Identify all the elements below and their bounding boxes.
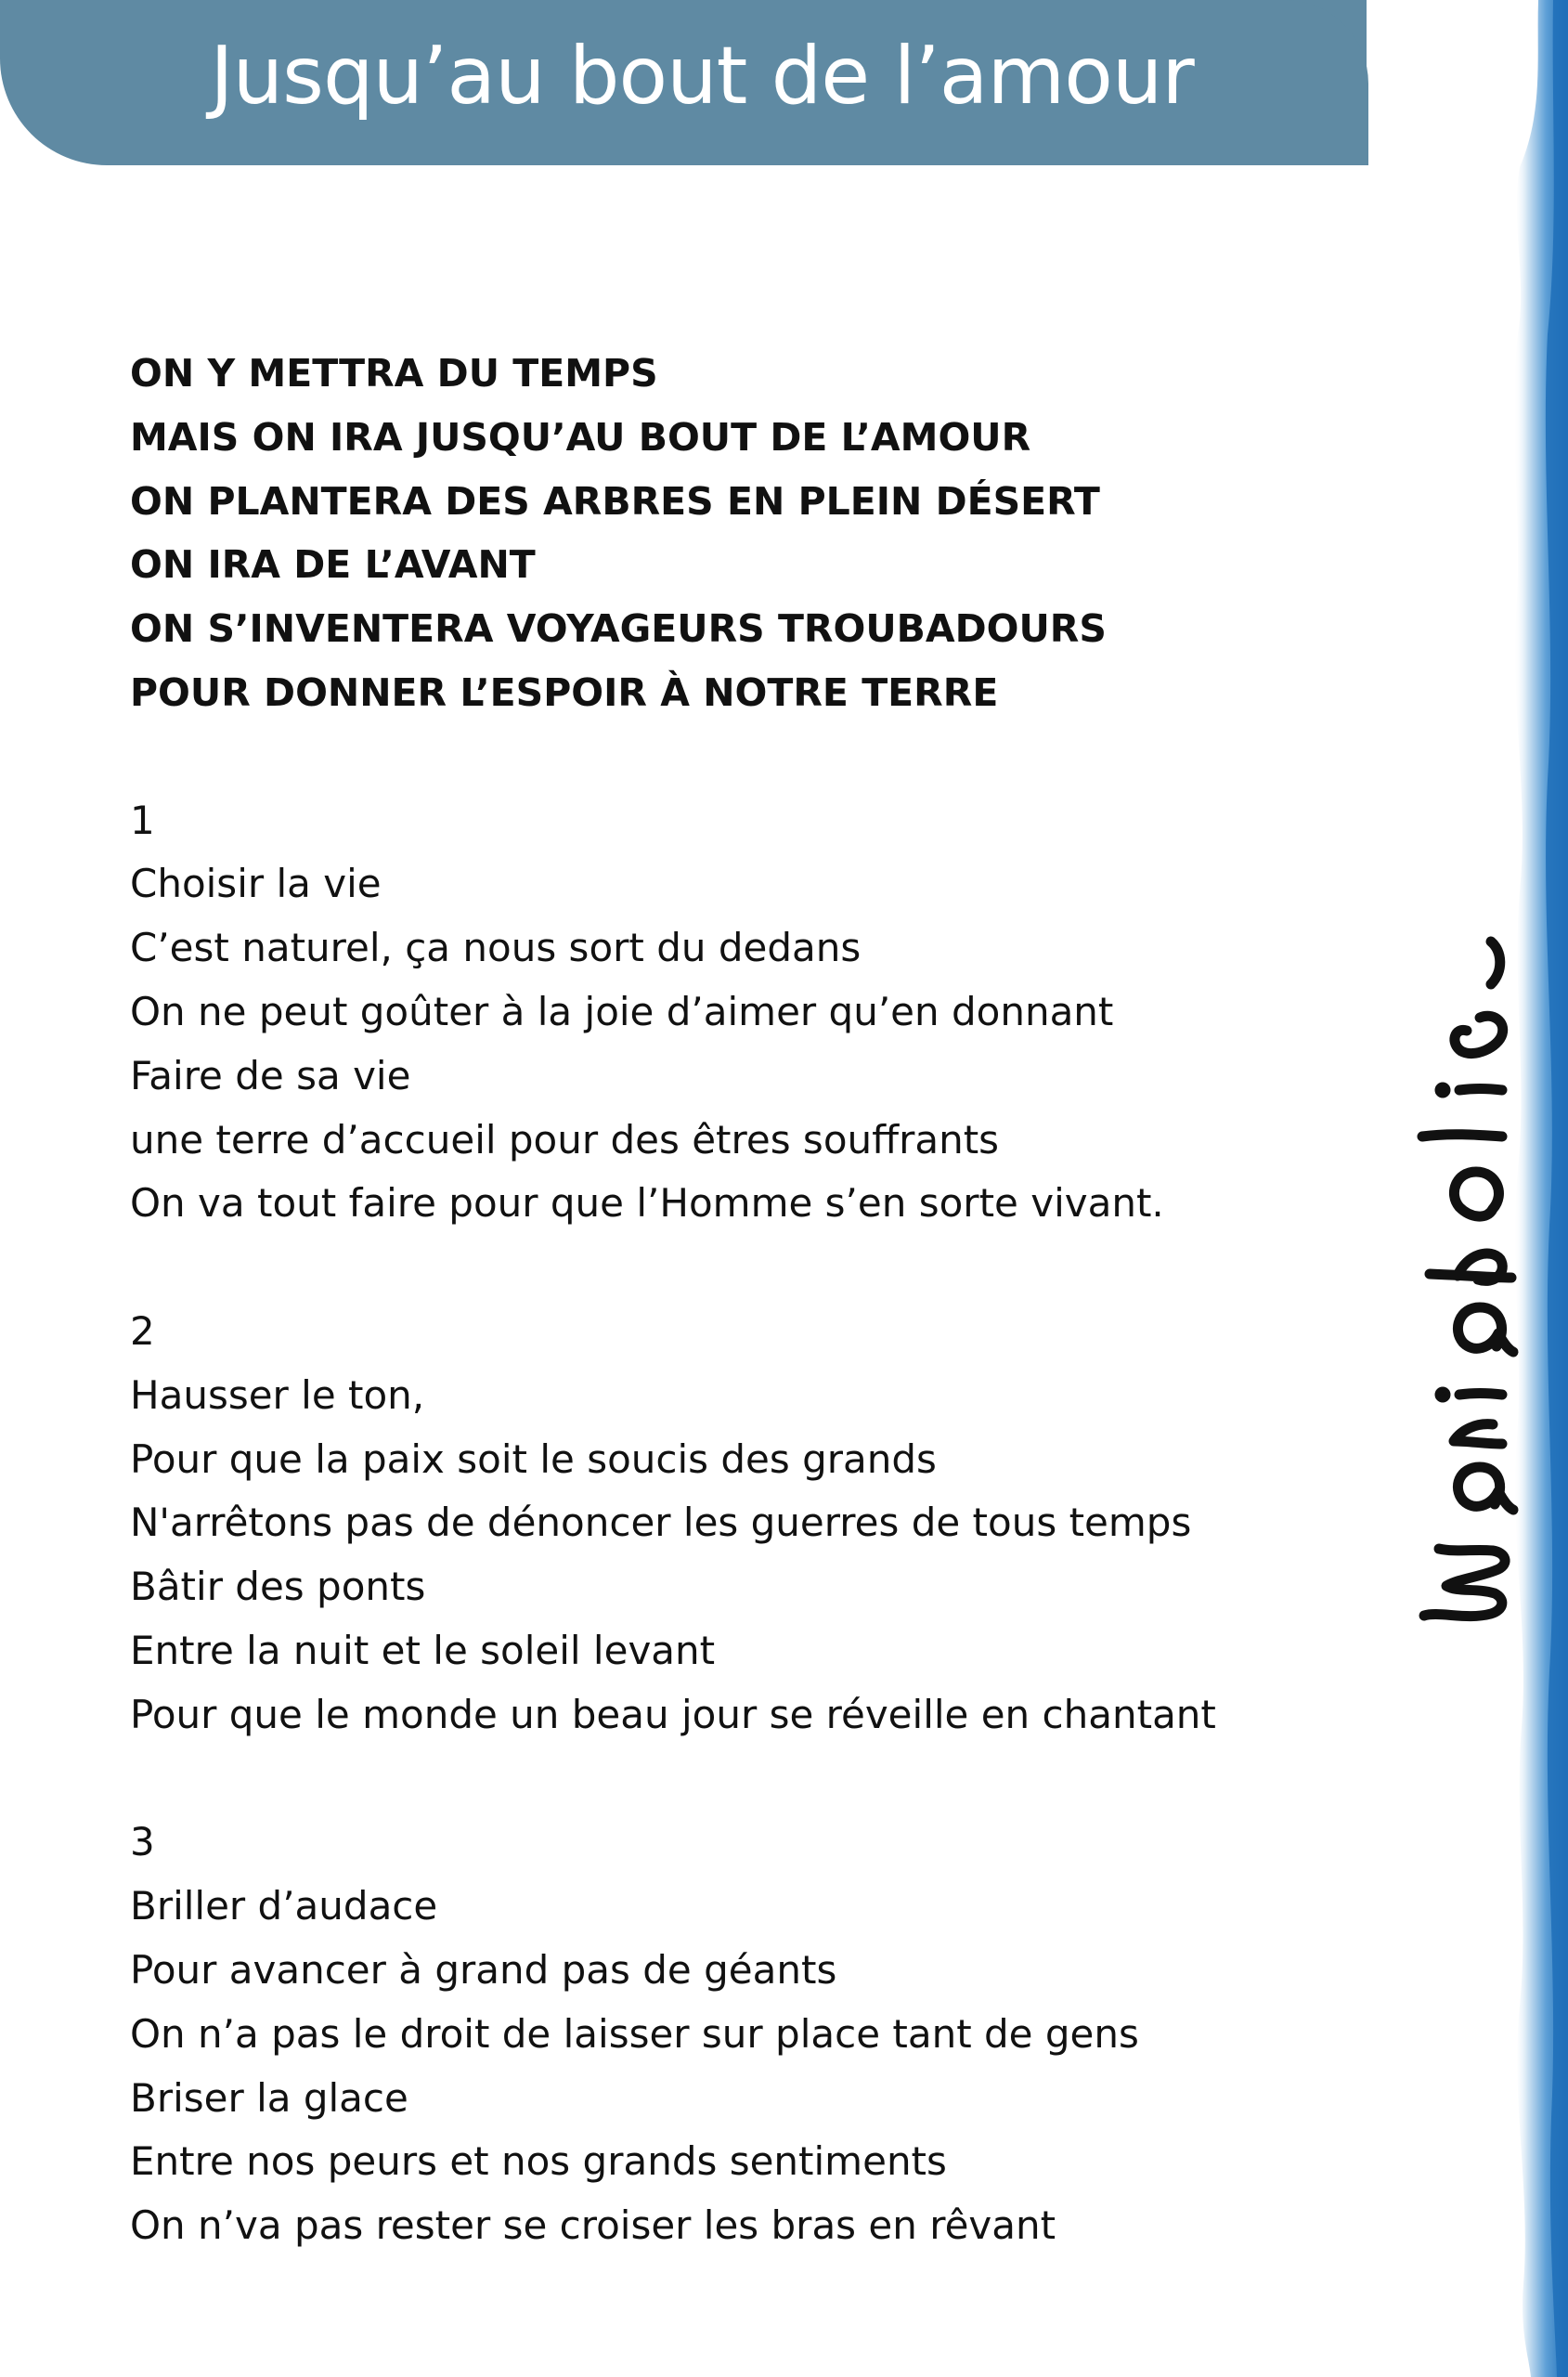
chorus-line: MAIS ON IRA JUSQU’AU BOUT DE L’AMOUR [130,414,1031,460]
chorus-line: POUR DONNER L’ESPOIR À NOTRE TERRE [130,669,999,715]
verse-number: 3 [130,1819,155,1865]
verse-line: Pour avancer à grand pas de géants [130,1946,837,1993]
verse-line: une terre d’accueil pour des êtres souffrants [130,1116,1000,1163]
verse-line: On n’va pas rester se croiser les bras en rêvant [130,2202,1056,2249]
verse-line: Pour que la paix soit le soucis des grands [130,1435,937,1482]
chorus [130,342,1355,725]
verse-line: Entre la nuit et le soleil levant [130,1627,716,1673]
chorus-line: ON Y METTRA DU TEMPS [130,351,658,396]
song-lyrics [130,342,1355,2258]
verse-line: Hausser le ton, [130,1371,425,1418]
page-title: Jusqu’au bout de l’amour [210,30,1194,123]
verse-line: On n’a pas le droit de laisser sur place tant de gens [130,2010,1139,2057]
verse-line: On va tout faire pour que l’Homme s’en sorte vivant. [130,1180,1164,1227]
stanza-gap [130,1236,1355,1300]
chorus-line: ON PLANTERA DES ARBRES EN PLEIN DÉSERT [130,478,1100,524]
verse-2 [130,1300,1355,1747]
verse-line: Entre nos peurs et nos grands sentiments [130,2138,947,2185]
verse-line: Briser la glace [130,2074,408,2121]
verse-line: Bâtir des ponts [130,1564,426,1610]
verse-3 [130,1811,1355,2258]
verse-line: Briller d’audace [130,1883,438,1929]
stanza-gap [130,1747,1355,1812]
verse-line: On ne peut goûter à la joie d’aimer qu’en donnant [130,988,1114,1034]
chorus-line: ON S’INVENTERA VOYAGEURS TROUBADOURS [130,606,1107,652]
verse-line: Choisir la vie [130,861,382,907]
verse-line: N'arrêtons pas de dénoncer les guerres de tous temps [130,1500,1192,1546]
verse-1 [130,789,1355,1237]
verse-number: 2 [130,1307,155,1354]
stanza-gap [130,725,1355,789]
verse-number: 1 [130,797,155,843]
mariapolis-signature-logo [1402,752,1523,1634]
verse-line: Pour que le monde un beau jour se réveille en chantant [130,1691,1216,1737]
verse-line: C’est naturel, ça nous sort du dedans [130,925,862,971]
chorus-line: ON IRA DE L’AVANT [130,542,536,588]
verse-line: Faire de sa vie [130,1052,411,1098]
